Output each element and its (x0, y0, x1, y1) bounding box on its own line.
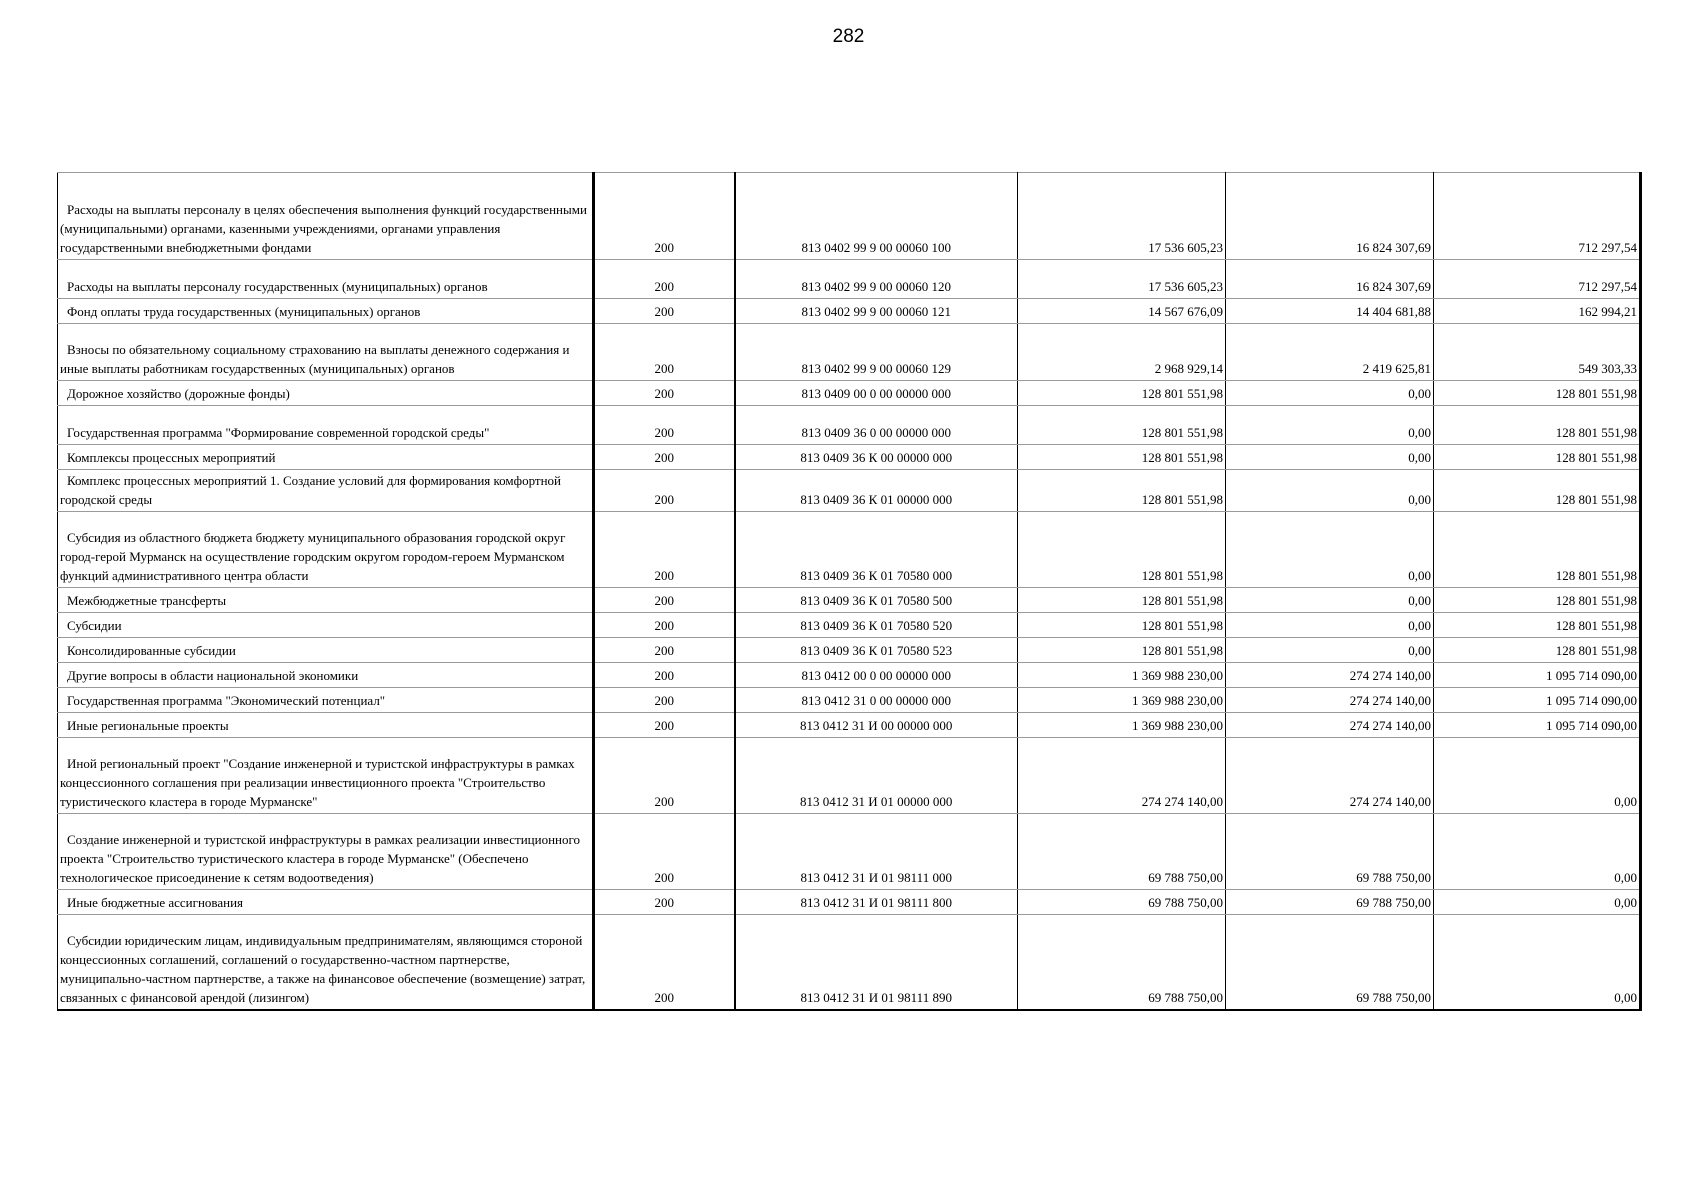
expense-name-text: Консолидированные субсидии (67, 643, 236, 658)
line-code-cell: 200 (594, 470, 735, 512)
line-code-cell: 200 (594, 324, 735, 381)
budget-classification-code-cell: 813 0412 31 И 01 98111 890 (735, 915, 1018, 1010)
expense-name-text: Субсидия из областного бюджета бюджету муниципального образования городской округ город-герой Мурманск на осуществление городским округом городом-героем Мурманском функций административного центра области (60, 530, 566, 583)
table-body (58, 173, 1641, 1010)
remaining-amount-cell: 712 297,54 (1434, 173, 1641, 260)
expense-name-text: Иные региональные проекты (67, 718, 229, 733)
expense-name-cell (58, 638, 594, 663)
executed-amount-cell: 274 274 140,00 (1226, 663, 1434, 688)
expense-name-cell (58, 406, 594, 445)
budget-classification-code-cell: 813 0409 36 К 01 70580 520 (735, 613, 1018, 638)
table-row (58, 638, 1641, 663)
approved-amount-cell: 14 567 676,09 (1018, 299, 1226, 324)
table-row (58, 173, 1641, 260)
remaining-amount-cell: 1 095 714 090,00 (1434, 713, 1641, 738)
approved-amount-cell: 128 801 551,98 (1018, 512, 1226, 588)
remaining-amount-cell: 128 801 551,98 (1434, 638, 1641, 663)
approved-amount-cell: 17 536 605,23 (1018, 260, 1226, 299)
expense-name-cell (58, 512, 594, 588)
executed-amount-cell: 0,00 (1226, 588, 1434, 613)
approved-amount-cell: 69 788 750,00 (1018, 814, 1226, 890)
budget-classification-code-cell: 813 0412 31 И 01 98111 000 (735, 814, 1018, 890)
table-row (58, 688, 1641, 713)
approved-amount-cell: 1 369 988 230,00 (1018, 663, 1226, 688)
expense-name-cell (58, 324, 594, 381)
remaining-amount-cell: 0,00 (1434, 915, 1641, 1010)
budget-classification-code-cell: 813 0409 36 К 01 70580 500 (735, 588, 1018, 613)
line-code-cell: 200 (594, 381, 735, 406)
approved-amount-cell: 1 369 988 230,00 (1018, 713, 1226, 738)
budget-execution-table (57, 172, 1642, 1011)
table-row (58, 470, 1641, 512)
expense-name-cell (58, 173, 594, 260)
budget-classification-code-cell: 813 0412 31 И 01 00000 000 (735, 738, 1018, 814)
executed-amount-cell: 69 788 750,00 (1226, 915, 1434, 1010)
line-code-cell: 200 (594, 588, 735, 613)
line-code-cell: 200 (594, 173, 735, 260)
table-row (58, 663, 1641, 688)
expense-name-cell (58, 381, 594, 406)
expense-name-text: Субсидии (67, 618, 122, 633)
line-code-cell: 200 (594, 512, 735, 588)
remaining-amount-cell: 1 095 714 090,00 (1434, 688, 1641, 713)
approved-amount-cell: 128 801 551,98 (1018, 406, 1226, 445)
line-code-cell: 200 (594, 663, 735, 688)
line-code-cell: 200 (594, 814, 735, 890)
executed-amount-cell: 2 419 625,81 (1226, 324, 1434, 381)
expense-name-cell (58, 299, 594, 324)
approved-amount-cell: 274 274 140,00 (1018, 738, 1226, 814)
executed-amount-cell: 274 274 140,00 (1226, 688, 1434, 713)
executed-amount-cell: 0,00 (1226, 406, 1434, 445)
line-code-cell: 200 (594, 738, 735, 814)
remaining-amount-cell: 0,00 (1434, 890, 1641, 915)
table-row (58, 915, 1641, 1010)
expense-name-cell (58, 738, 594, 814)
executed-amount-cell: 274 274 140,00 (1226, 738, 1434, 814)
executed-amount-cell: 0,00 (1226, 445, 1434, 470)
line-code-cell: 200 (594, 638, 735, 663)
executed-amount-cell: 0,00 (1226, 512, 1434, 588)
remaining-amount-cell: 1 095 714 090,00 (1434, 663, 1641, 688)
line-code-cell: 200 (594, 260, 735, 299)
table-row (58, 738, 1641, 814)
budget-classification-code-cell: 813 0412 31 И 01 98111 800 (735, 890, 1018, 915)
expense-name-cell (58, 445, 594, 470)
table-row (58, 260, 1641, 299)
remaining-amount-cell: 128 801 551,98 (1434, 445, 1641, 470)
budget-classification-code-cell: 813 0402 99 9 00 00060 120 (735, 260, 1018, 299)
remaining-amount-cell: 128 801 551,98 (1434, 406, 1641, 445)
expense-name-text: Иной региональный проект "Создание инженерной и туристской инфраструктуры в рамках концессионного соглашения при реализации инвестиционного проекта "Строительство туристического кластера в городе Мурманске" (60, 756, 575, 809)
executed-amount-cell: 0,00 (1226, 613, 1434, 638)
executed-amount-cell: 16 824 307,69 (1226, 173, 1434, 260)
line-code-cell: 200 (594, 406, 735, 445)
table-row (58, 324, 1641, 381)
line-code-cell: 200 (594, 915, 735, 1010)
budget-classification-code-cell: 813 0402 99 9 00 00060 129 (735, 324, 1018, 381)
expense-name-text: Межбюджетные трансферты (67, 593, 227, 608)
table-row (58, 588, 1641, 613)
approved-amount-cell: 128 801 551,98 (1018, 613, 1226, 638)
page-number: 282 (832, 26, 865, 47)
expense-name-text: Другие вопросы в области национальной экономики (67, 668, 359, 683)
line-code-cell: 200 (594, 688, 735, 713)
expense-name-text: Фонд оплаты труда государственных (муниципальных) органов (67, 304, 421, 319)
expense-name-text: Субсидии юридическим лицам, индивидуальным предпринимателям, являющимся стороной концессионных соглашений, соглашений о государственно-частном партнерстве, муниципально-частном партнерстве, а также на финансовое обеспечение (возмещение) затрат, связанных с финансовой арендой (лизингом) (60, 932, 586, 1005)
remaining-amount-cell: 128 801 551,98 (1434, 613, 1641, 638)
table-row (58, 814, 1641, 890)
table-row (58, 299, 1641, 324)
line-code-cell: 200 (594, 890, 735, 915)
table-row (58, 445, 1641, 470)
table-row (58, 890, 1641, 915)
approved-amount-cell: 128 801 551,98 (1018, 638, 1226, 663)
expense-name-text: Дорожное хозяйство (дорожные фонды) (67, 386, 290, 401)
expense-name-cell (58, 613, 594, 638)
remaining-amount-cell: 0,00 (1434, 738, 1641, 814)
expense-name-text: Государственная программа "Экономический потенциал" (67, 693, 386, 708)
remaining-amount-cell: 128 801 551,98 (1434, 512, 1641, 588)
executed-amount-cell: 14 404 681,88 (1226, 299, 1434, 324)
expense-name-text: Расходы на выплаты персоналу государственных (муниципальных) органов (67, 279, 488, 294)
executed-amount-cell: 0,00 (1226, 638, 1434, 663)
table-row (58, 613, 1641, 638)
expense-name-cell (58, 890, 594, 915)
table-row (58, 713, 1641, 738)
expense-name-text: Комплексы процессных мероприятий (67, 450, 276, 465)
line-code-cell: 200 (594, 299, 735, 324)
expense-name-cell (58, 688, 594, 713)
expense-name-text: Иные бюджетные ассигнования (67, 895, 244, 910)
executed-amount-cell: 0,00 (1226, 381, 1434, 406)
remaining-amount-cell: 128 801 551,98 (1434, 381, 1641, 406)
expense-name-text: Создание инженерной и туристской инфраструктуры в рамках реализации инвестиционного проекта "Строительство туристического кластера в городе Мурманске" (Обеспечено технологическое присоединение к сетям водоотведения) (60, 832, 580, 885)
expense-name-cell (58, 588, 594, 613)
line-code-cell: 200 (594, 713, 735, 738)
budget-classification-code-cell: 813 0409 00 0 00 00000 000 (735, 381, 1018, 406)
expense-name-cell (58, 470, 594, 512)
expense-name-cell (58, 915, 594, 1010)
approved-amount-cell: 128 801 551,98 (1018, 470, 1226, 512)
executed-amount-cell: 69 788 750,00 (1226, 814, 1434, 890)
expense-name-text: Государственная программа "Формирование современной городской среды" (67, 425, 490, 440)
expense-name-text: Расходы на выплаты персоналу в целях обеспечения выполнения функций государственными (муниципальными) органами, казенными учреждениями, органами управления государственными внебюджетными фондами (60, 202, 587, 255)
approved-amount-cell: 69 788 750,00 (1018, 890, 1226, 915)
budget-classification-code-cell: 813 0409 36 К 01 70580 523 (735, 638, 1018, 663)
approved-amount-cell: 69 788 750,00 (1018, 915, 1226, 1010)
budget-classification-code-cell: 813 0412 00 0 00 00000 000 (735, 663, 1018, 688)
budget-classification-code-cell: 813 0412 31 0 00 00000 000 (735, 688, 1018, 713)
line-code-cell: 200 (594, 445, 735, 470)
expense-name-text: Комплекс процессных мероприятий 1. Создание условий для формирования комфортной городской среды (60, 473, 562, 507)
budget-classification-code-cell: 813 0409 36 К 01 00000 000 (735, 470, 1018, 512)
executed-amount-cell: 69 788 750,00 (1226, 890, 1434, 915)
expense-name-cell (58, 814, 594, 890)
remaining-amount-cell: 128 801 551,98 (1434, 470, 1641, 512)
remaining-amount-cell: 712 297,54 (1434, 260, 1641, 299)
executed-amount-cell: 16 824 307,69 (1226, 260, 1434, 299)
approved-amount-cell: 17 536 605,23 (1018, 173, 1226, 260)
approved-amount-cell: 1 369 988 230,00 (1018, 688, 1226, 713)
table-row (58, 512, 1641, 588)
budget-classification-code-cell: 813 0402 99 9 00 00060 100 (735, 173, 1018, 260)
executed-amount-cell: 0,00 (1226, 470, 1434, 512)
remaining-amount-cell: 549 303,33 (1434, 324, 1641, 381)
expense-name-cell (58, 663, 594, 688)
remaining-amount-cell: 128 801 551,98 (1434, 588, 1641, 613)
remaining-amount-cell: 162 994,21 (1434, 299, 1641, 324)
expense-name-cell (58, 260, 594, 299)
expense-name-text: Взносы по обязательному социальному страхованию на выплаты денежного содержания и иные выплаты работникам государственных (муниципальных) органов (60, 342, 570, 376)
approved-amount-cell: 2 968 929,14 (1018, 324, 1226, 381)
approved-amount-cell: 128 801 551,98 (1018, 588, 1226, 613)
approved-amount-cell: 128 801 551,98 (1018, 445, 1226, 470)
budget-classification-code-cell: 813 0402 99 9 00 00060 121 (735, 299, 1018, 324)
table-row (58, 406, 1641, 445)
approved-amount-cell: 128 801 551,98 (1018, 381, 1226, 406)
budget-classification-code-cell: 813 0412 31 И 00 00000 000 (735, 713, 1018, 738)
budget-classification-code-cell: 813 0409 36 0 00 00000 000 (735, 406, 1018, 445)
remaining-amount-cell: 0,00 (1434, 814, 1641, 890)
line-code-cell: 200 (594, 613, 735, 638)
budget-classification-code-cell: 813 0409 36 К 00 00000 000 (735, 445, 1018, 470)
expense-name-cell (58, 713, 594, 738)
budget-classification-code-cell: 813 0409 36 К 01 70580 000 (735, 512, 1018, 588)
executed-amount-cell: 274 274 140,00 (1226, 713, 1434, 738)
table-row (58, 381, 1641, 406)
